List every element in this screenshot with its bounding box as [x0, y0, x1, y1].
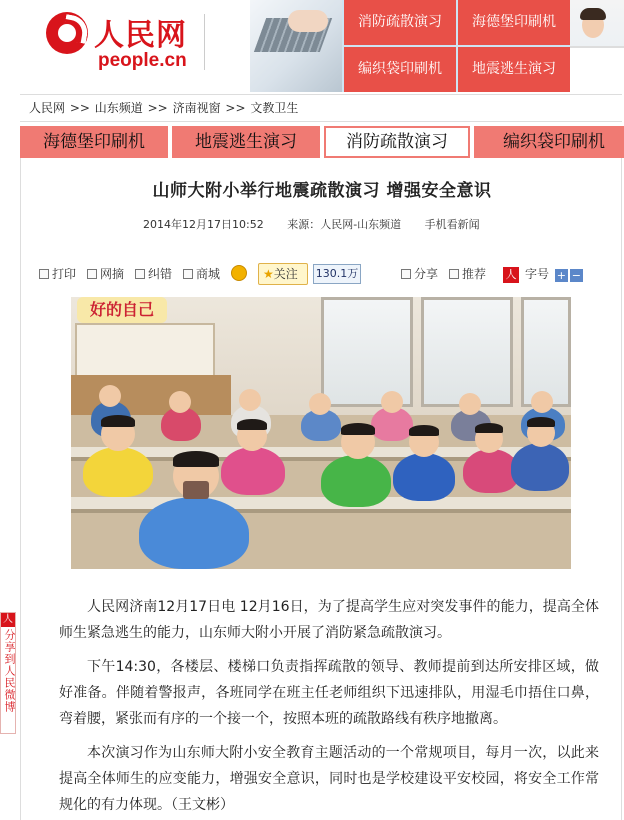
- desk-row: [71, 497, 571, 513]
- student-figure: [511, 443, 569, 491]
- hand-graphic: [288, 10, 328, 32]
- tab-earthquake-drill[interactable]: 地震逃生演习: [172, 126, 320, 158]
- banner-link-woven-bag[interactable]: 编织袋印刷机: [344, 47, 456, 92]
- window-graphic: [421, 297, 513, 407]
- share-button[interactable]: [401, 262, 438, 286]
- logo-chinese-text: 人民网: [94, 18, 187, 53]
- wangzhai-label: 网摘: [100, 267, 125, 281]
- student-figure: [83, 447, 153, 497]
- student-head: [239, 389, 261, 411]
- article-meta: [143, 216, 500, 232]
- student-hair: [237, 419, 267, 430]
- share-label: 分享: [414, 267, 439, 281]
- student-head: [531, 391, 553, 413]
- follow-label: 关注: [273, 267, 298, 281]
- share-icon: [401, 269, 411, 279]
- font-increase-button[interactable]: +: [556, 269, 566, 282]
- recommend-button[interactable]: [449, 262, 486, 286]
- share-weibo-label: 分享到人民微博: [3, 629, 16, 713]
- mascot-icon[interactable]: [231, 265, 247, 281]
- tab-woven-bag[interactable]: 编织袋印刷机: [474, 126, 624, 158]
- follow-button[interactable]: [258, 263, 308, 285]
- window-graphic: [521, 297, 571, 407]
- logo-swoosh-icon: [62, 14, 90, 44]
- tab-fire-drill[interactable]: 消防疏散演习: [324, 126, 470, 158]
- doctor-photo: [570, 0, 624, 92]
- article-photo: [71, 297, 571, 569]
- student-head: [381, 391, 403, 413]
- font-decrease-button[interactable]: −: [571, 269, 581, 282]
- print-label: 打印: [52, 267, 77, 281]
- printer-icon: [39, 269, 49, 279]
- font-size-label: 字号: [525, 267, 550, 281]
- banner-link-grid: [342, 0, 570, 92]
- banner-link-earthquake[interactable]: 地震逃生演习: [458, 47, 570, 92]
- doctor-coat-graphic: [570, 46, 624, 92]
- mobile-news-link[interactable]: 手机看新闻: [424, 218, 480, 231]
- article-container: [20, 158, 622, 820]
- student-head: [99, 385, 121, 407]
- student-hair: [101, 415, 135, 427]
- student-hair: [173, 451, 219, 467]
- article-paragraph: 本次演习作为山东师大附小安全教育主题活动的一个常规项目，每月一次，以此来提高全体师生的应变能力，增强安全意识，同时也是学校建设平安校园，将安全工作常规化的有力体现。（王文彬）: [59, 745, 599, 813]
- breadcrumb-item-people[interactable]: 人民网: [29, 101, 66, 115]
- student-hair: [475, 423, 503, 433]
- wangzhai-button[interactable]: [87, 262, 124, 286]
- student-figure: [321, 455, 391, 507]
- wet-towel: [183, 481, 209, 499]
- correction-label: 纠错: [148, 267, 173, 281]
- student-figure: [221, 447, 285, 495]
- banner-link-fire-drill[interactable]: 消防疏散演习: [344, 0, 456, 45]
- student-head: [309, 393, 331, 415]
- breadcrumb-item-culture[interactable]: 文教卫生: [250, 101, 299, 115]
- correction-button[interactable]: [135, 262, 172, 286]
- breadcrumb-item-shandong[interactable]: 山东频道: [94, 101, 143, 115]
- article-source[interactable]: 来源：人民网-山东频道: [287, 218, 402, 231]
- window-graphic: [321, 297, 413, 407]
- student-hair: [341, 423, 375, 435]
- bookmark-icon: [87, 269, 97, 279]
- font-size-control: [503, 262, 583, 286]
- student-hair: [409, 425, 439, 436]
- article-paragraph: 下午14:30，各楼层、楼梯口负责指挥疏散的领导、教师提前到达所安排区域，做好准备。伴随着警报声，各班同学在班主任老师组织下迅速排队，用湿毛巾捂住口鼻，弯着腰，紧张而有序的一个接一个，按照本班的疏散路线有秩序地撤离。: [59, 659, 599, 727]
- student-head: [459, 393, 481, 415]
- student-figure: [139, 497, 249, 569]
- print-button[interactable]: [39, 262, 76, 286]
- keyword-tab-bar: [20, 126, 624, 158]
- breadcrumb-separator: >>: [147, 101, 168, 115]
- follow-count: 130.1万: [313, 264, 361, 284]
- renmin-weibo-icon: 人: [3, 614, 13, 625]
- keyboard-photo: [250, 0, 342, 92]
- student-hair: [527, 417, 555, 427]
- banner-link-heidelberg[interactable]: 海德堡印刷机: [458, 0, 570, 45]
- breadcrumb-separator: >>: [225, 101, 246, 115]
- breadcrumb-separator: >>: [69, 101, 90, 115]
- doctor-hair-graphic: [580, 8, 606, 20]
- people-logo[interactable]: [40, 6, 215, 78]
- shop-label: 商城: [196, 267, 221, 281]
- article-toolbar: [39, 262, 605, 286]
- renmin-mark-icon: 人: [503, 267, 519, 283]
- logo-divider: [204, 14, 205, 70]
- breadcrumb-item-jinan[interactable]: 济南视窗: [172, 101, 221, 115]
- star-icon: ★: [263, 267, 274, 281]
- edit-icon: [135, 269, 145, 279]
- shop-icon: [183, 269, 193, 279]
- recommend-label: 推荐: [462, 267, 487, 281]
- student-head: [169, 391, 191, 413]
- tab-heidelberg[interactable]: 海德堡印刷机: [20, 126, 168, 158]
- top-ad-banner[interactable]: [250, 0, 624, 92]
- recommend-icon: [449, 269, 459, 279]
- shop-button[interactable]: [183, 262, 220, 286]
- logo-english-text: people.cn: [98, 50, 187, 71]
- article-date: 2014年12月17日10:52: [143, 218, 264, 231]
- bulletin-board-title: 好的自己: [77, 297, 167, 323]
- breadcrumb: [20, 94, 622, 122]
- article-title: 山师大附小举行地震疏散演习 增强安全意识: [152, 181, 492, 201]
- student-figure: [393, 453, 455, 501]
- site-header: [0, 0, 624, 92]
- weibo-share-sidebar[interactable]: [0, 612, 16, 734]
- article-paragraph: 人民网济南12月17日电 12月16日，为了提高学生应对突发事件的能力，提高全体师生紧急逃生的能力，山东师大附小开展了消防紧急疏散演习。: [59, 599, 599, 641]
